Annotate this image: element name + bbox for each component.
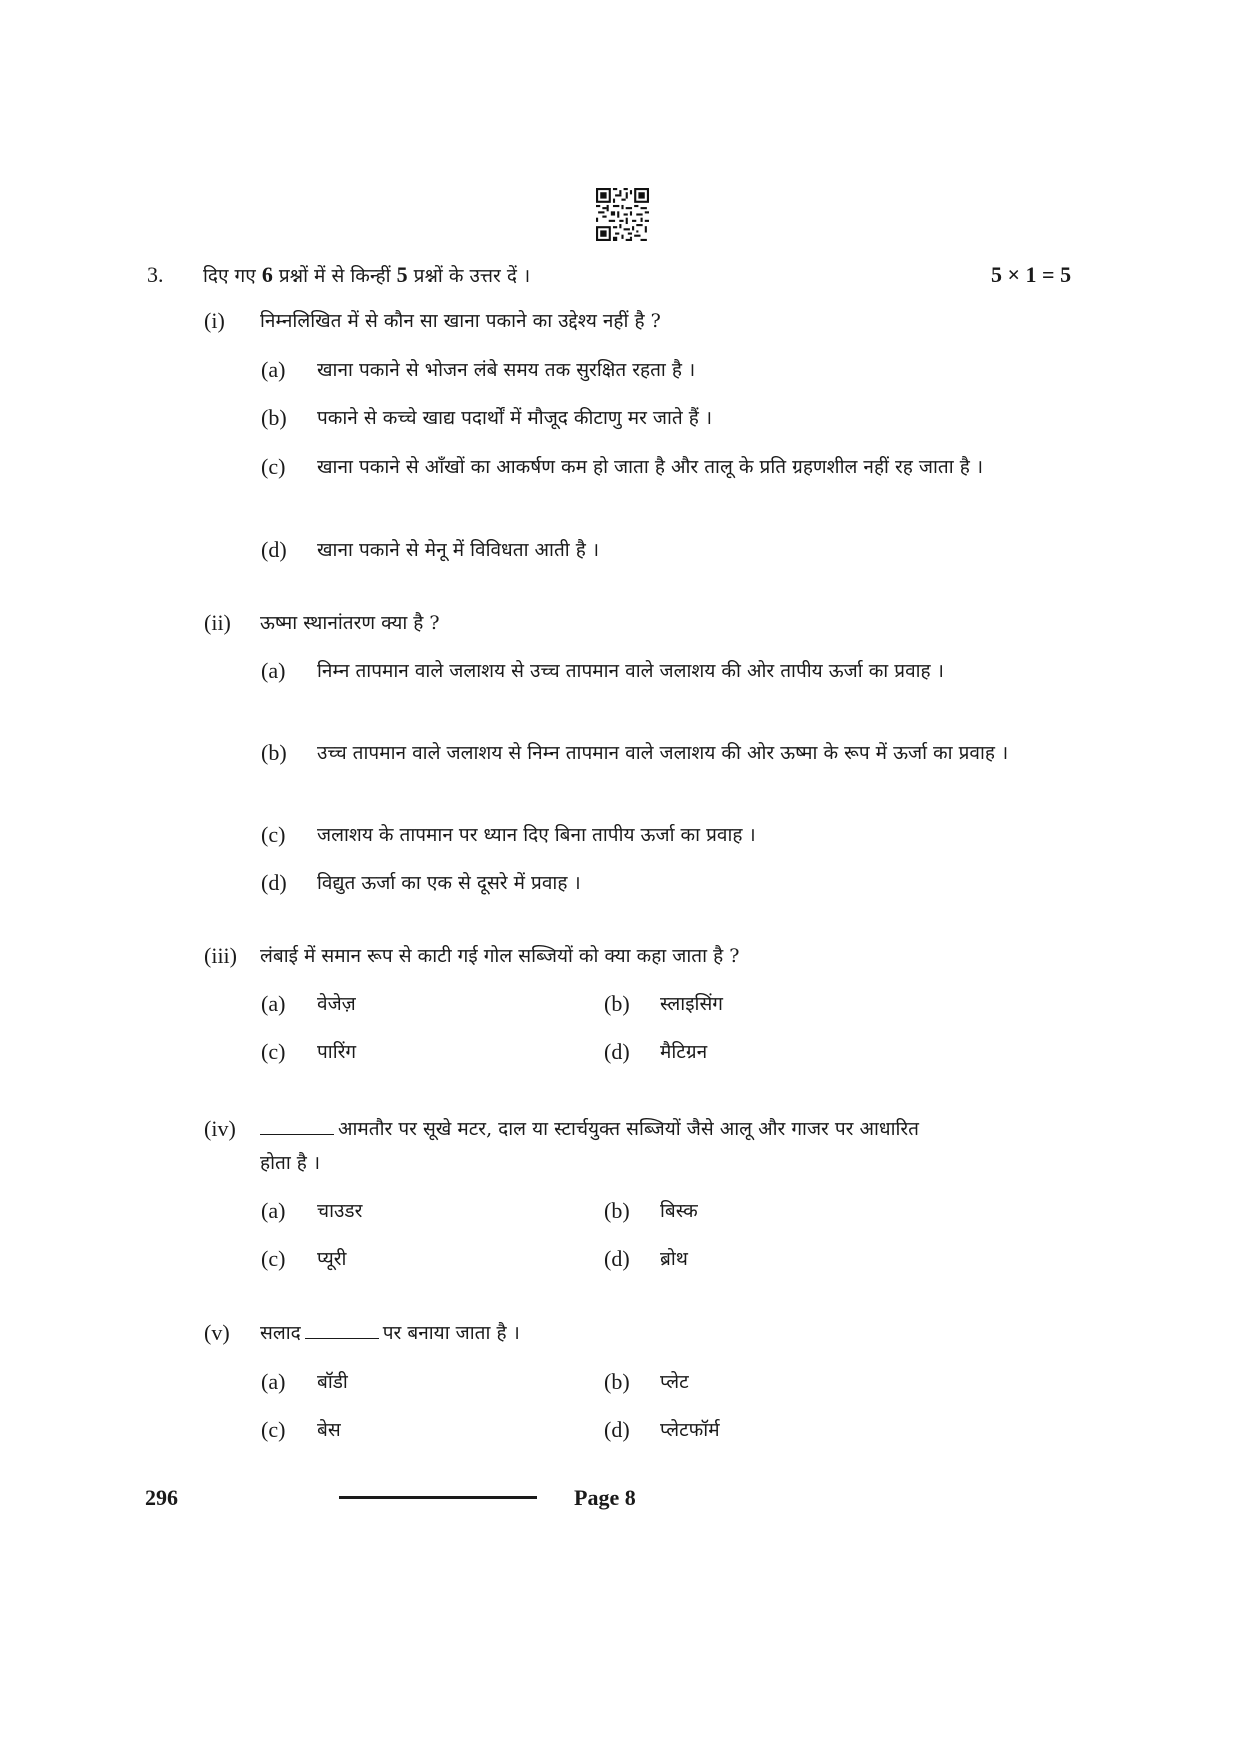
option-text: स्लाइसिंग (660, 993, 723, 1015)
option-label: (a) (261, 991, 286, 1016)
option-text: मैटिग्रन (660, 1041, 708, 1063)
question-number: 3. (147, 262, 164, 287)
option-label: (b) (604, 1369, 630, 1394)
question-instruction (203, 258, 530, 293)
option-text: चाउडर (317, 1200, 363, 1222)
option-text: विद्युत ऊर्जा का एक से दूसरे में प्रवाह । (317, 872, 581, 894)
subquestion-label: (ii) (204, 610, 231, 635)
option-label: (a) (261, 658, 286, 683)
option-label: (a) (261, 357, 286, 382)
instruction-part: प्रश्नों के उत्तर दें । (407, 265, 531, 287)
option-label: (d) (261, 537, 287, 562)
subquestion-label: (iii) (204, 943, 237, 968)
option-text: ब्रोथ (660, 1248, 688, 1270)
option-text: खाना पकाने से आँखों का आकर्षण कम हो जाता है और तालू के प्रति ग्रहणशील नहीं रह जाता है । (317, 456, 984, 478)
option-label: (b) (261, 405, 287, 430)
option-label: (a) (261, 1369, 286, 1394)
subquestion-text-part: पर बनाया जाता है । (382, 1322, 520, 1344)
instruction-part: प्रश्नों में से किन्हीं (272, 265, 397, 287)
marks-scheme: 5 × 1 = 5 (991, 262, 1072, 287)
option-label: (d) (604, 1039, 630, 1064)
option-label: (d) (604, 1417, 630, 1442)
option-text: प्लेटफॉर्म (660, 1419, 720, 1441)
option-text: पकाने से कच्चे खाद्य पदार्थों में मौजूद कीटाणु मर जाते हैं । (317, 407, 713, 429)
option-text: बेस (317, 1419, 341, 1441)
option-text: खाना पकाने से भोजन लंबे समय तक सुरक्षित रहता है । (317, 359, 696, 381)
option-label: (b) (261, 740, 287, 765)
option-label: (c) (261, 454, 286, 479)
subquestion-text: ऊष्मा स्थानांतरण क्या है ? (260, 612, 440, 634)
instruction-part: दिए गए (203, 265, 262, 287)
footer-divider (339, 1496, 537, 1499)
option-label: (b) (604, 1198, 630, 1223)
subquestion-label: (iv) (204, 1116, 236, 1141)
option-label: (c) (261, 1246, 286, 1271)
option-label: (a) (261, 1198, 286, 1223)
option-label: (c) (261, 1417, 286, 1442)
paper-code: 296 (145, 1485, 178, 1510)
option-text: बिस्क (660, 1200, 698, 1222)
option-text: जलाशय के तापमान पर ध्यान दिए बिना तापीय ऊर्जा का प्रवाह । (317, 824, 756, 846)
instruction-count-required: 5 (396, 262, 408, 287)
fill-in-blank (260, 1116, 334, 1135)
subquestion-text (260, 1316, 520, 1350)
qr-code-icon (596, 188, 649, 241)
subquestion-text: निम्नलिखित में से कौन सा खाना पकाने का उद्देश्य नहीं है ? (260, 310, 661, 332)
subquestion-text-part: आमतौर पर सूखे मटर, दाल या स्टार्चयुक्त सब्जियों जैसे आलू और गाजर पर आधारित (338, 1118, 920, 1140)
option-label: (b) (604, 991, 630, 1016)
subquestion-text (256, 1112, 919, 1146)
subquestion-text-part: सलाद (260, 1322, 301, 1344)
option-text: उच्च तापमान वाले जलाशय से निम्न तापमान वाले जलाशय की ओर ऊष्मा के रूप में ऊर्जा का प्रवाह । (317, 742, 1009, 764)
option-text: पारिंग (317, 1041, 357, 1063)
option-label: (d) (604, 1246, 630, 1271)
option-text: निम्न तापमान वाले जलाशय से उच्च तापमान वाले जलाशय की ओर तापीय ऊर्जा का प्रवाह । (317, 660, 944, 682)
option-text: बॉडी (317, 1371, 348, 1393)
option-label: (c) (261, 822, 286, 847)
subquestion-label: (v) (204, 1320, 230, 1345)
instruction-count-total: 6 (261, 262, 273, 287)
fill-in-blank (305, 1320, 379, 1339)
option-label: (c) (261, 1039, 286, 1064)
subquestion-text-line2: होता है । (260, 1152, 321, 1174)
page-number: Page 8 (574, 1485, 636, 1510)
option-label: (d) (261, 870, 287, 895)
option-text: प्लेट (660, 1371, 689, 1393)
subquestion-text: लंबाई में समान रूप से काटी गई गोल सब्जियों को क्या कहा जाता है ? (260, 945, 740, 967)
option-text: खाना पकाने से मेनू में विविधता आती है । (317, 539, 600, 561)
subquestion-label: (i) (204, 308, 225, 333)
option-text: प्यूरी (317, 1248, 347, 1270)
option-text: वेजेज़ (317, 993, 356, 1015)
